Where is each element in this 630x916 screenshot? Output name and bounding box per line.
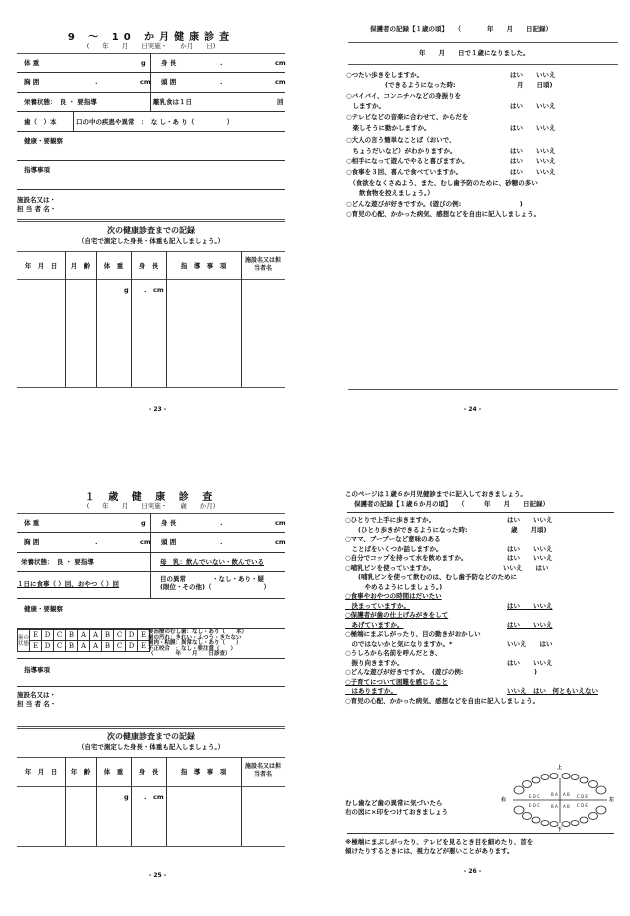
svg-text:A B: A B bbox=[563, 804, 570, 809]
weight-unit: g bbox=[141, 519, 146, 527]
height-dot: . bbox=[220, 519, 223, 527]
chest-unit: cm bbox=[140, 538, 151, 546]
mouth-condition: 口の中の疾患や異常 ： な し・あ り（ ） bbox=[76, 118, 234, 126]
question: 決まっていますか。 bbox=[345, 601, 410, 610]
teeth-count: 歯（ ）本 bbox=[24, 118, 57, 126]
col-weight: 体 重 bbox=[103, 768, 124, 776]
page-subtitle: ( 年 月 日実施・ か月 日) bbox=[86, 42, 216, 50]
question: (哺乳ビンを使って飲むのは、むし歯予防などのために bbox=[345, 573, 517, 581]
height-label: 身 長 bbox=[161, 59, 177, 67]
guidance-label: 指導事項 bbox=[24, 666, 50, 674]
answer-options[interactable]: はい いいえ bbox=[507, 544, 553, 553]
tooth-cell[interactable]: E bbox=[138, 641, 150, 652]
answer-options[interactable]: ) bbox=[495, 668, 537, 676]
divider bbox=[17, 598, 285, 599]
divider bbox=[17, 552, 285, 553]
svg-text:B A: B A bbox=[551, 792, 558, 797]
divider bbox=[17, 189, 285, 190]
svg-text:E D C: E D C bbox=[529, 794, 540, 799]
question: ○どんな遊びが好きですか。 (遊びの例: bbox=[345, 668, 464, 676]
col-guidance: 指 導 事 項 bbox=[180, 768, 227, 776]
question: しますか。 bbox=[346, 102, 385, 110]
table-bottom bbox=[17, 846, 285, 847]
col-age: 月 齢 bbox=[70, 262, 91, 270]
divider bbox=[65, 251, 66, 388]
col-height: 身 長 bbox=[138, 262, 159, 270]
page-23 bbox=[0, 0, 315, 458]
tooth-cell[interactable]: D bbox=[126, 641, 138, 652]
divider bbox=[347, 833, 614, 834]
divider bbox=[348, 64, 618, 65]
birthday-line: 年 月 日で１歳になりました。 bbox=[419, 49, 530, 57]
answer-options[interactable]: いいえ はい 何ともいえない bbox=[507, 687, 598, 695]
answer-options[interactable]: はい いいえ bbox=[510, 168, 556, 176]
tooth-cell[interactable]: A bbox=[90, 630, 102, 641]
record-header: 保護者の記録【１歳６か月の頃】 （ 年 月 日記録） bbox=[354, 500, 549, 508]
dental-note: （ 年 月 日診査） bbox=[148, 651, 231, 657]
eye-abnormality: 目の異常 ・なし・あり・疑 bbox=[160, 575, 264, 583]
divider bbox=[348, 42, 618, 43]
col-height: 身 長 bbox=[138, 768, 159, 776]
head-unit: cm bbox=[275, 538, 286, 546]
divider bbox=[17, 219, 285, 222]
observation-label: 健康・要観察 bbox=[24, 137, 63, 145]
question: ○ママ、ブーブーなど意味のある bbox=[345, 535, 441, 543]
guidance-label: 指導事項 bbox=[24, 166, 50, 174]
question: ○つたい歩きをしますか。 bbox=[346, 71, 424, 79]
record-header: 保護者の記録【１歳の頃】 （ 年 月 日記録） bbox=[370, 25, 552, 33]
weight-label: 体 重 bbox=[24, 519, 40, 527]
height-label: 身 長 bbox=[161, 519, 177, 527]
tooth-cell[interactable]: E bbox=[30, 641, 42, 652]
divider bbox=[17, 532, 285, 533]
question: ○育児の心配、かかった病気、感想などを自由に記入しましょう。 bbox=[345, 696, 540, 705]
question: やめるようにしましょう。) bbox=[345, 582, 443, 591]
tooth-cell[interactable]: B bbox=[66, 641, 78, 652]
observation-label: 健康・要観察 bbox=[24, 605, 63, 613]
height-dot: . bbox=[220, 59, 223, 67]
weight-unit: g bbox=[124, 793, 129, 801]
tooth-cell[interactable]: C bbox=[114, 630, 126, 641]
teeth-chart bbox=[17, 629, 150, 652]
divider bbox=[17, 92, 285, 93]
divider bbox=[348, 389, 618, 390]
answer-options[interactable]: はい いいえ bbox=[507, 601, 553, 610]
col-date: 年 月 日 bbox=[24, 768, 58, 776]
question: ○食事を３回、喜んで食べていますか。 bbox=[346, 168, 463, 176]
table-top bbox=[17, 757, 285, 758]
page-number: - 26 - bbox=[463, 868, 482, 875]
height-unit: . cm bbox=[144, 793, 164, 801]
dental-note: 不正咬合 ：なし・要注意（ ） bbox=[148, 645, 237, 652]
answer-options[interactable]: はい いいえ bbox=[510, 71, 556, 79]
chest-label: 胸 囲 bbox=[24, 538, 40, 546]
note: 飲食物を控えましょう。） bbox=[346, 189, 434, 197]
teeth-label: 歯の状態 bbox=[18, 630, 30, 652]
page-number: - 23 - bbox=[148, 406, 167, 413]
col-date: 年 月 日 bbox=[24, 262, 58, 270]
question: ○ひとりで上手に歩きますか。 bbox=[345, 516, 436, 524]
divider bbox=[17, 686, 285, 687]
divider bbox=[17, 53, 285, 54]
answer-options[interactable]: はい いいえ bbox=[510, 147, 556, 155]
answer-options[interactable]: はい いいえ bbox=[510, 157, 556, 165]
answer-options[interactable]: はい いいえ bbox=[510, 124, 556, 132]
question: ○テレビなどの音楽に合わせて、からだを bbox=[346, 113, 469, 121]
col-age: 年 齢 bbox=[70, 768, 91, 776]
dental-note: 要治療のむし歯：なし・あり（ 本） bbox=[148, 629, 248, 635]
question: ○哺乳ビンを使っていますか。 bbox=[345, 563, 436, 572]
question: ○自分でコップを持って水を飲めますか。 bbox=[345, 554, 468, 562]
table-bottom bbox=[17, 387, 285, 388]
question: (ひとり歩きができるようになった時: bbox=[345, 525, 468, 534]
record-subtitle: （自宅で測定した身長・体重も記入しましょう。） bbox=[77, 743, 225, 751]
question: ○食事やおやつの時間はだいたい bbox=[345, 592, 442, 600]
page-24 bbox=[315, 0, 630, 458]
divider bbox=[17, 571, 285, 572]
divider bbox=[17, 160, 285, 161]
divider bbox=[17, 628, 285, 629]
tooth-cell[interactable]: C bbox=[114, 641, 126, 652]
col-facility: 施設名又は担当者名 bbox=[244, 257, 281, 272]
question: ○子育てについて困難を感じること bbox=[345, 677, 449, 686]
facility-label: 施設名又は・ bbox=[17, 691, 56, 699]
meals-per-day: １日に食事（ ）回、おやつ（ ）回 bbox=[17, 580, 120, 588]
tooth-cell[interactable]: C bbox=[54, 630, 66, 641]
divider bbox=[241, 251, 242, 388]
footnote: ※極端にまぶしがったり、テレビを見るとき目を細めたり、首を bbox=[345, 838, 534, 846]
tooth-cell[interactable]: D bbox=[42, 641, 54, 652]
divider bbox=[65, 757, 66, 846]
head-dot: . bbox=[220, 538, 223, 546]
record-subtitle: （自宅で測定した身長・体重も記入しましょう。） bbox=[77, 237, 225, 245]
head-dot: . bbox=[220, 78, 223, 86]
diagram-label-right: 左 bbox=[609, 797, 615, 803]
footnote: 傾けたりするときには、視力などが悪いことがあります。 bbox=[345, 847, 514, 855]
col-weight: 体 重 bbox=[103, 262, 124, 270]
question: のではないかと気になりますか。* bbox=[345, 639, 453, 648]
divider bbox=[241, 757, 242, 846]
teeth-diagram[interactable] bbox=[501, 765, 615, 833]
svg-text:C D E: C D E bbox=[577, 803, 588, 808]
tooth-cell[interactable]: C bbox=[54, 641, 66, 652]
teeth-note: むし歯など歯の異常に気づいたら bbox=[345, 799, 443, 807]
dental-note: 歯肉・粘膜：異常なし・あり（ ） bbox=[148, 640, 242, 646]
divider bbox=[347, 512, 614, 513]
diagram-label-bottom: 下 bbox=[557, 827, 563, 833]
chest-dot: . bbox=[95, 78, 98, 86]
nutrition-status: 栄養状態： 良 ・ 要指導 bbox=[21, 558, 94, 566]
answer-options[interactable]: はい いいえ bbox=[507, 554, 553, 562]
play-question: ○どんな遊びが好きですか。(遊びの例: ) bbox=[346, 200, 523, 208]
eye-detail: (眼位・その他)（ ） bbox=[160, 583, 270, 591]
head-label: 頭 囲 bbox=[161, 78, 177, 86]
page-number: - 25 - bbox=[148, 872, 167, 879]
answer-options[interactable]: はい いいえ bbox=[507, 516, 553, 524]
note: （食欲をなくさぬよう、また、むし歯予防のために、砂糖の多い bbox=[346, 179, 538, 187]
divider bbox=[150, 513, 151, 599]
facility-label: 施設名又は・ bbox=[17, 196, 56, 204]
head-label: 頭 囲 bbox=[161, 538, 177, 546]
weight-unit: g bbox=[141, 59, 146, 67]
tooth-cell[interactable]: A bbox=[90, 641, 102, 652]
divider bbox=[73, 111, 74, 131]
col-facility: 施設名又は担当者名 bbox=[244, 763, 281, 778]
table-header-bottom bbox=[17, 279, 285, 280]
page-25 bbox=[0, 458, 315, 916]
intro-text: このページは１歳６か月児健診までに記入しておきましょう。 bbox=[345, 490, 527, 498]
weight-unit: g bbox=[124, 286, 129, 294]
answer-options[interactable]: 歳 月頃) bbox=[511, 525, 547, 534]
svg-text:A B: A B bbox=[563, 792, 570, 797]
tooth-cell[interactable]: B bbox=[102, 630, 114, 641]
svg-text:B A: B A bbox=[551, 804, 558, 809]
divider bbox=[166, 757, 167, 846]
answer-options[interactable]: いいえ はい bbox=[507, 639, 553, 648]
height-unit: cm bbox=[275, 519, 286, 527]
tooth-cell[interactable]: E bbox=[138, 630, 150, 641]
page-title: 9 ～ 10 か月健康診査 bbox=[67, 32, 235, 43]
chest-unit: cm bbox=[140, 78, 151, 86]
answer-options[interactable]: 月 日頃) bbox=[517, 81, 553, 89]
table-top bbox=[17, 251, 285, 252]
divider bbox=[17, 111, 285, 112]
tooth-cell[interactable]: A bbox=[78, 630, 90, 641]
question: ○極端にまぶしがったり、目の動きがおかしい bbox=[345, 630, 481, 638]
tooth-cell[interactable]: B bbox=[102, 641, 114, 652]
tooth-cell[interactable]: B bbox=[66, 630, 78, 641]
tooth-cell[interactable]: E bbox=[30, 630, 42, 641]
free-comment: ○育児の心配、かかった病気、感想などを自由に記入しましょう。 bbox=[346, 210, 541, 218]
divider bbox=[17, 131, 285, 132]
page-title: １ 歳 健 康 診 査 bbox=[84, 492, 218, 503]
question: (できるようになった時: bbox=[346, 81, 456, 89]
nutrition-status: 栄養状態： 良 ・ 要指導 bbox=[24, 98, 97, 106]
divider bbox=[131, 757, 132, 846]
divider bbox=[17, 658, 285, 659]
answer-options[interactable]: はい いいえ bbox=[507, 658, 553, 667]
svg-text:E D C: E D C bbox=[529, 803, 540, 808]
divider bbox=[17, 513, 285, 514]
height-unit: cm bbox=[275, 59, 286, 67]
record-title: 次の健康診査までの記録 bbox=[107, 226, 195, 235]
weaning-food: 離乳食は１日 bbox=[153, 98, 192, 106]
head-unit: cm bbox=[275, 78, 286, 86]
question: ○大人の言う簡単なことば（おいで、 bbox=[346, 136, 456, 144]
table-header-bottom bbox=[17, 786, 285, 787]
question: あげていますか。 bbox=[345, 620, 404, 629]
tooth-cell[interactable]: A bbox=[78, 641, 90, 652]
divider bbox=[96, 251, 97, 388]
breast-milk: 母 乳：飲んでいない・飲んでいる bbox=[160, 558, 264, 566]
question: 楽しそうに動かしますか。 bbox=[346, 124, 431, 132]
staff-label: 担 当 者 名・ bbox=[17, 205, 57, 213]
divider bbox=[131, 251, 132, 388]
page-number: - 24 - bbox=[463, 406, 482, 413]
page-26 bbox=[315, 458, 630, 916]
question: ○相手になって遊んでやると喜びますか。 bbox=[346, 157, 469, 165]
teeth-note: 右の図に×印をつけておきましょう bbox=[345, 808, 448, 816]
staff-label: 担 当 者 名・ bbox=[17, 700, 57, 708]
height-unit: . cm bbox=[144, 286, 164, 294]
divider bbox=[96, 757, 97, 846]
question: ちょうだいなど）がわかりますか。 bbox=[346, 147, 457, 155]
weaning-unit: 回 bbox=[277, 98, 284, 106]
answer-options[interactable]: はい いいえ bbox=[510, 102, 556, 110]
weight-label: 体 重 bbox=[24, 59, 40, 67]
question: ○保護者が歯の仕上げみがきをして bbox=[345, 611, 449, 619]
diagram-label-top: 上 bbox=[557, 765, 563, 771]
diagram-label-left: 右 bbox=[501, 797, 507, 803]
answer-options[interactable]: いいえ はい bbox=[503, 563, 549, 572]
question: ○うしろから名前を呼んだとき、 bbox=[345, 649, 442, 657]
record-title: 次の健康診査までの記録 bbox=[107, 732, 195, 741]
dental-note: 歯の汚れ：きれい・ふつう・きたない bbox=[148, 634, 242, 641]
tooth-cell[interactable]: D bbox=[42, 630, 54, 641]
divider bbox=[17, 72, 285, 73]
svg-text:C D E: C D E bbox=[577, 794, 588, 799]
tooth-cell[interactable]: D bbox=[126, 630, 138, 641]
question: はありますか。 bbox=[345, 687, 397, 695]
question: ことばをいくつか話しますか。 bbox=[345, 544, 443, 553]
col-guidance: 指 導 事 項 bbox=[180, 262, 227, 270]
chest-label: 胸 囲 bbox=[24, 78, 40, 86]
divider bbox=[17, 726, 285, 729]
question: 振り向きますか。 bbox=[345, 658, 404, 667]
question: ○バイバイ、コンニチハなどの身振りを bbox=[346, 92, 462, 100]
page-subtitle: ( 年 月 日実施・ 歳 か月) bbox=[86, 502, 216, 510]
answer-options[interactable]: はい いいえ bbox=[507, 620, 553, 629]
chest-dot: . bbox=[95, 538, 98, 546]
divider bbox=[166, 251, 167, 388]
